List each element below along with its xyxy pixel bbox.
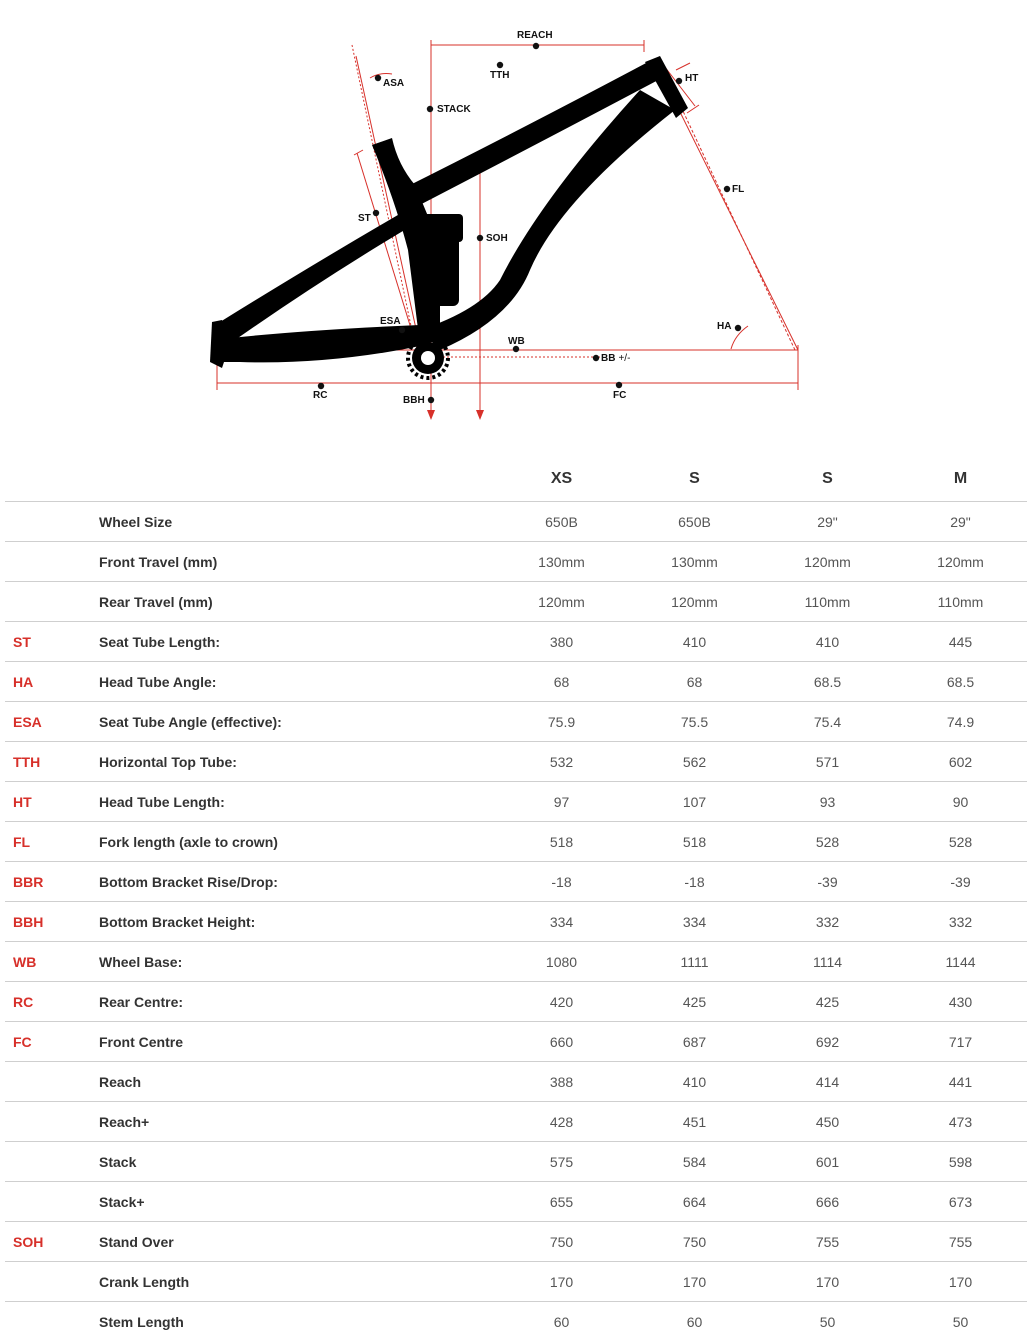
row-value: 518 [495, 822, 628, 862]
row-value: 60 [495, 1302, 628, 1341]
row-code: ESA [5, 702, 99, 742]
row-value: 332 [761, 902, 894, 942]
row-value: 50 [894, 1302, 1027, 1341]
label-fc: FC [613, 390, 626, 401]
row-value: 90 [894, 782, 1027, 822]
label-wb: WB [508, 336, 525, 347]
row-value: 75.5 [628, 702, 761, 742]
label-rc: RC [313, 390, 327, 401]
label-st: ST [358, 213, 371, 224]
row-value: 441 [894, 1062, 1027, 1102]
row-code: FC [5, 1022, 99, 1062]
row-code [5, 582, 99, 622]
row-label: Bottom Bracket Rise/Drop: [99, 862, 495, 902]
table-row [5, 822, 1027, 862]
row-value: 425 [628, 982, 761, 1022]
row-value: 170 [495, 1262, 628, 1302]
label-tth: TTH [490, 70, 509, 81]
row-code [5, 1102, 99, 1142]
row-value: 584 [628, 1142, 761, 1182]
row-value: 110mm [761, 582, 894, 622]
row-value: 1114 [761, 942, 894, 982]
row-value: 473 [894, 1102, 1027, 1142]
row-value: 598 [894, 1142, 1027, 1182]
label-stack: STACK [437, 104, 471, 115]
row-value: 332 [894, 902, 1027, 942]
label-reach: REACH [517, 30, 553, 41]
table-row [5, 1262, 1027, 1302]
row-value: 428 [495, 1102, 628, 1142]
row-label: Front Centre [99, 1022, 495, 1062]
row-value: 420 [495, 982, 628, 1022]
table-row [5, 622, 1027, 662]
row-value: 666 [761, 1182, 894, 1222]
row-value: 170 [628, 1262, 761, 1302]
row-value: 334 [628, 902, 761, 942]
table-row [5, 742, 1027, 782]
table-row [5, 942, 1027, 982]
table-row [5, 1062, 1027, 1102]
row-label: Stand Over [99, 1222, 495, 1262]
row-value: 673 [894, 1182, 1027, 1222]
row-value: 650B [628, 502, 761, 542]
row-code: BBR [5, 862, 99, 902]
row-code: WB [5, 942, 99, 982]
row-label: Fork length (axle to crown) [99, 822, 495, 862]
row-value: 575 [495, 1142, 628, 1182]
row-value: 29" [761, 502, 894, 542]
row-value: 414 [761, 1062, 894, 1102]
row-label: Reach+ [99, 1102, 495, 1142]
row-code: HA [5, 662, 99, 702]
row-label: Stack [99, 1142, 495, 1182]
row-value: 562 [628, 742, 761, 782]
row-value: 750 [628, 1222, 761, 1262]
row-value: 120mm [894, 542, 1027, 582]
table-row [5, 702, 1027, 742]
row-value: 571 [761, 742, 894, 782]
table-row [5, 782, 1027, 822]
table-row [5, 1102, 1027, 1142]
row-value: 50 [761, 1302, 894, 1341]
row-value: 380 [495, 622, 628, 662]
row-value: 107 [628, 782, 761, 822]
row-value: 602 [894, 742, 1027, 782]
size-header: M [894, 457, 1027, 502]
row-value: 532 [495, 742, 628, 782]
header-code-spacer [5, 457, 99, 502]
row-label: Seat Tube Angle (effective): [99, 702, 495, 742]
table-row [5, 502, 1027, 542]
row-value: 170 [894, 1262, 1027, 1302]
row-value: 75.9 [495, 702, 628, 742]
row-value: 410 [761, 622, 894, 662]
label-ht: HT [685, 73, 698, 84]
row-value: 518 [628, 822, 761, 862]
row-value: -18 [495, 862, 628, 902]
row-value: 717 [894, 1022, 1027, 1062]
row-value: -39 [761, 862, 894, 902]
row-code: TTH [5, 742, 99, 782]
size-header: XS [495, 457, 628, 502]
geometry-table [5, 457, 1027, 1341]
size-header: S [761, 457, 894, 502]
row-code: HT [5, 782, 99, 822]
row-value: 1080 [495, 942, 628, 982]
label-bb-suffix: +/- [618, 353, 630, 364]
row-label: Crank Length [99, 1262, 495, 1302]
row-code [5, 1262, 99, 1302]
row-value: 450 [761, 1102, 894, 1142]
table-row [5, 662, 1027, 702]
row-value: 655 [495, 1182, 628, 1222]
row-label: Seat Tube Length: [99, 622, 495, 662]
row-code [5, 542, 99, 582]
row-value: 29" [894, 502, 1027, 542]
row-value: 451 [628, 1102, 761, 1142]
row-code [5, 1302, 99, 1341]
row-value: 388 [495, 1062, 628, 1102]
row-label: Head Tube Length: [99, 782, 495, 822]
row-value: 130mm [495, 542, 628, 582]
table-row [5, 1222, 1027, 1262]
row-value: 74.9 [894, 702, 1027, 742]
frame-geometry-diagram [0, 0, 967, 440]
row-code: SOH [5, 1222, 99, 1262]
row-value: 97 [495, 782, 628, 822]
label-esa: ESA [380, 316, 401, 327]
row-label: Front Travel (mm) [99, 542, 495, 582]
row-code: RC [5, 982, 99, 1022]
row-value: 68 [628, 662, 761, 702]
row-code: BBH [5, 902, 99, 942]
row-value: 755 [894, 1222, 1027, 1262]
row-value: 410 [628, 1062, 761, 1102]
row-value: -39 [894, 862, 1027, 902]
row-value: 528 [761, 822, 894, 862]
row-label: Bottom Bracket Height: [99, 902, 495, 942]
row-value: 650B [495, 502, 628, 542]
header-label-spacer [99, 457, 495, 502]
table-row [5, 902, 1027, 942]
table-row [5, 1302, 1027, 1341]
label-bbh: BBH [403, 395, 425, 406]
row-value: 130mm [628, 542, 761, 582]
row-value: 425 [761, 982, 894, 1022]
row-value: 601 [761, 1142, 894, 1182]
table-row [5, 1142, 1027, 1182]
table-row [5, 582, 1027, 622]
row-value: 528 [894, 822, 1027, 862]
row-value: 1111 [628, 942, 761, 982]
row-value: 75.4 [761, 702, 894, 742]
row-label: Stack+ [99, 1182, 495, 1222]
row-value: 750 [495, 1222, 628, 1262]
table-row [5, 982, 1027, 1022]
row-label: Reach [99, 1062, 495, 1102]
row-label: Head Tube Angle: [99, 662, 495, 702]
geometry-rows [5, 502, 1027, 1341]
row-value: 755 [761, 1222, 894, 1262]
row-label: Rear Travel (mm) [99, 582, 495, 622]
row-code [5, 1142, 99, 1182]
row-code [5, 1182, 99, 1222]
row-label: Wheel Base: [99, 942, 495, 982]
row-value: 93 [761, 782, 894, 822]
row-value: 445 [894, 622, 1027, 662]
row-value: 60 [628, 1302, 761, 1341]
row-label: Stem Length [99, 1302, 495, 1341]
dimension-lines [214, 40, 798, 420]
row-label: Wheel Size [99, 502, 495, 542]
row-value: 170 [761, 1262, 894, 1302]
table-row [5, 1022, 1027, 1062]
row-value: 687 [628, 1022, 761, 1062]
row-code: FL [5, 822, 99, 862]
row-value: 110mm [894, 582, 1027, 622]
row-code [5, 502, 99, 542]
row-code [5, 1062, 99, 1102]
row-value: 68.5 [761, 662, 894, 702]
row-value: 410 [628, 622, 761, 662]
label-fl: FL [732, 184, 744, 195]
row-label: Rear Centre: [99, 982, 495, 1022]
row-value: 664 [628, 1182, 761, 1222]
row-value: 68 [495, 662, 628, 702]
label-ha: HA [717, 321, 731, 332]
row-value: 1144 [894, 942, 1027, 982]
row-value: -18 [628, 862, 761, 902]
table-row [5, 542, 1027, 582]
row-value: 120mm [495, 582, 628, 622]
row-value: 120mm [628, 582, 761, 622]
table-row [5, 1182, 1027, 1222]
row-value: 334 [495, 902, 628, 942]
row-label: Horizontal Top Tube: [99, 742, 495, 782]
label-soh: SOH [486, 233, 508, 244]
size-header-row [5, 457, 1027, 502]
row-value: 692 [761, 1022, 894, 1062]
label-bb [601, 353, 630, 364]
label-bb-main: BB [601, 353, 615, 364]
table-row [5, 862, 1027, 902]
row-value: 660 [495, 1022, 628, 1062]
row-value: 430 [894, 982, 1027, 1022]
row-value: 120mm [761, 542, 894, 582]
row-value: 68.5 [894, 662, 1027, 702]
row-code: ST [5, 622, 99, 662]
label-asa: ASA [383, 78, 404, 89]
size-header: S [628, 457, 761, 502]
